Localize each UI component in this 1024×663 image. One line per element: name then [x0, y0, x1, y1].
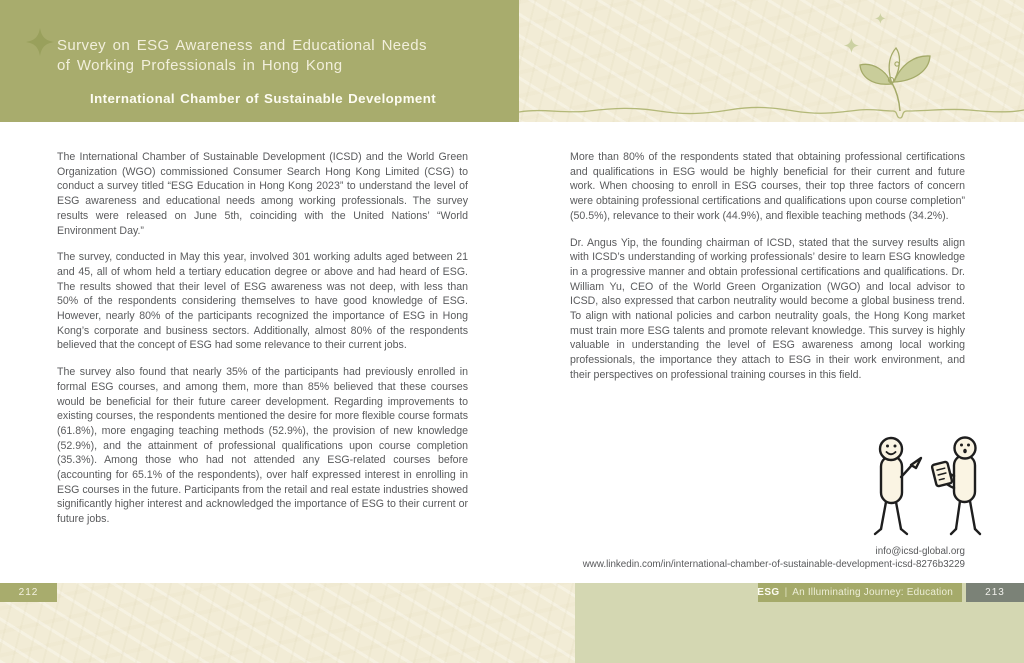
page-number-right: 213 — [966, 583, 1024, 602]
chapter-tag: ESG — [757, 587, 780, 598]
footer-left-panel — [0, 583, 575, 663]
page-number-left: 212 — [0, 583, 57, 602]
sparkle-icon — [875, 13, 886, 24]
figure-eye — [894, 445, 897, 448]
article-paragraph: Dr. Angus Yip, the founding chairman of ICSD, stated that the survey results align with ICSD’s understanding of working professionals’ desire to learn ESG knowledge in a progressive manner and obtain professional certifications and qualifications. Dr. William Yu, CEO of the World Green Organization (WGO) and local advisor to ICSD, also expressed that carbon neutrality would become a global business trend. To align with national policies and carbon neutrality goals, the Hong Kong market must train more ESG talents and promote relevant knowledge. This survey is highly valuable in understanding the level of ESG awareness among local working professionals, the importance they attach to ESG in their work environment, and their perspectives on professional training courses in this field. — [570, 236, 965, 381]
article-right-column — [570, 150, 965, 395]
figure-mouth — [963, 449, 967, 454]
figure-eye — [967, 444, 970, 447]
figure-body — [881, 456, 902, 503]
figure-leg — [881, 502, 886, 529]
sparkle-icon — [844, 38, 859, 53]
header-artwork-panel — [519, 0, 1024, 122]
contact-linkedin-url: www.linkedin.com/in/international-chamber-of-sustainable-development-icsd-8276b3229 — [582, 559, 965, 571]
figure-foot — [901, 529, 907, 534]
page-title — [57, 36, 427, 75]
people-talking-illustration — [853, 436, 1003, 541]
contact-email: info@icsd-global.org — [875, 546, 965, 557]
sparkle-icon — [26, 28, 54, 56]
figure-leg — [970, 501, 975, 529]
article-left-column — [57, 150, 468, 539]
article-paragraph: The International Chamber of Sustainable Development (ICSD) and the World Green Organization (WGO) commissioned Consumer Search Hong Kong Limited (CSG) to conduct a survey titled “ESG Education in Hong Kong 2023” to understand the level of ESG awareness and educational needs among working professionals. The survey results were released on June 5th, coinciding with the United Nations’ “World Environment Day.” — [57, 151, 468, 237]
chapter-footer-bar — [758, 583, 962, 602]
seedling-leaf — [860, 64, 891, 84]
page-title-line2: of Working Professionals in Hong Kong — [57, 56, 343, 74]
ground-wavy-line — [519, 107, 1024, 118]
organization-subtitle: International Chamber of Sustainable Development — [90, 91, 437, 106]
figure-eye — [886, 445, 889, 448]
page-header — [0, 0, 1024, 122]
seedling-illustration — [519, 0, 1024, 122]
figure-leg — [956, 501, 960, 529]
pointing-hand — [911, 458, 921, 468]
chapter-separator: | — [784, 587, 788, 598]
chapter-title: An Illuminating Journey: Education — [792, 587, 953, 598]
figure-body — [954, 455, 975, 502]
figure-leg — [896, 502, 901, 529]
article-paragraph: More than 80% of the respondents stated that obtaining professional certifications and qualifications in ESG would be highly beneficial for their current and future work. When choosing to enroll in ESG courses, their top three factors of concern were obtaining professional certifications and qualifications upon course completion” (50.5%), relevance to their work (44.9%), and flexible teaching methods (34.2%). — [570, 151, 965, 222]
figure-foot — [975, 529, 980, 534]
figure-head — [880, 438, 902, 460]
seedling-detail — [895, 62, 899, 66]
article-paragraph: The survey also found that nearly 35% of the participants had previously enrolled in formal ESG courses, and among them, more than 85% believed that these courses would be beneficial for their future career development. Regarding improvements to existing courses, the respondents mentioned the desire for more flexible course formats (61.8%), more engaging teaching methods (52.9%), the provision of new knowledge (52.9%), and the attainment of professional qualifications upon course completion (35.3%). Among those who had not attended any ESG-related courses before (accounting for 65.1% of the respondents), over half expressed interest in enrolling in ESG courses in the future. Participants from the retail and real estate industries showed significantly higher interest and acknowledged the importance of ESG to their current or future jobs. — [57, 366, 469, 526]
tablet — [932, 461, 953, 486]
page-title-line1: Survey on ESG Awareness and Educational Needs — [57, 37, 427, 54]
title-banner — [0, 0, 519, 122]
seedling-stem — [892, 83, 900, 111]
figure-head — [955, 438, 976, 459]
figure-foot — [951, 529, 956, 534]
figure-foot — [875, 529, 881, 534]
figure-eye — [960, 444, 963, 447]
article-paragraph: The survey, conducted in May this year, involved 301 working adults aged between 21 and 45, all of whom held a tertiary education degree or above and had heard of ESG. The results showed that their level of ESG awareness was not deep, with less than 50% of the respondents considering themselves to have good knowledge of ESG. However, nearly 80% of the participants recognized the importance of ESG in Hong Kong’s corporate and business sectors. Additionally, almost 80% of the respondents believed that the concept of ESG had some relevance to their current jobs. — [57, 251, 468, 352]
contact-block — [583, 545, 965, 572]
